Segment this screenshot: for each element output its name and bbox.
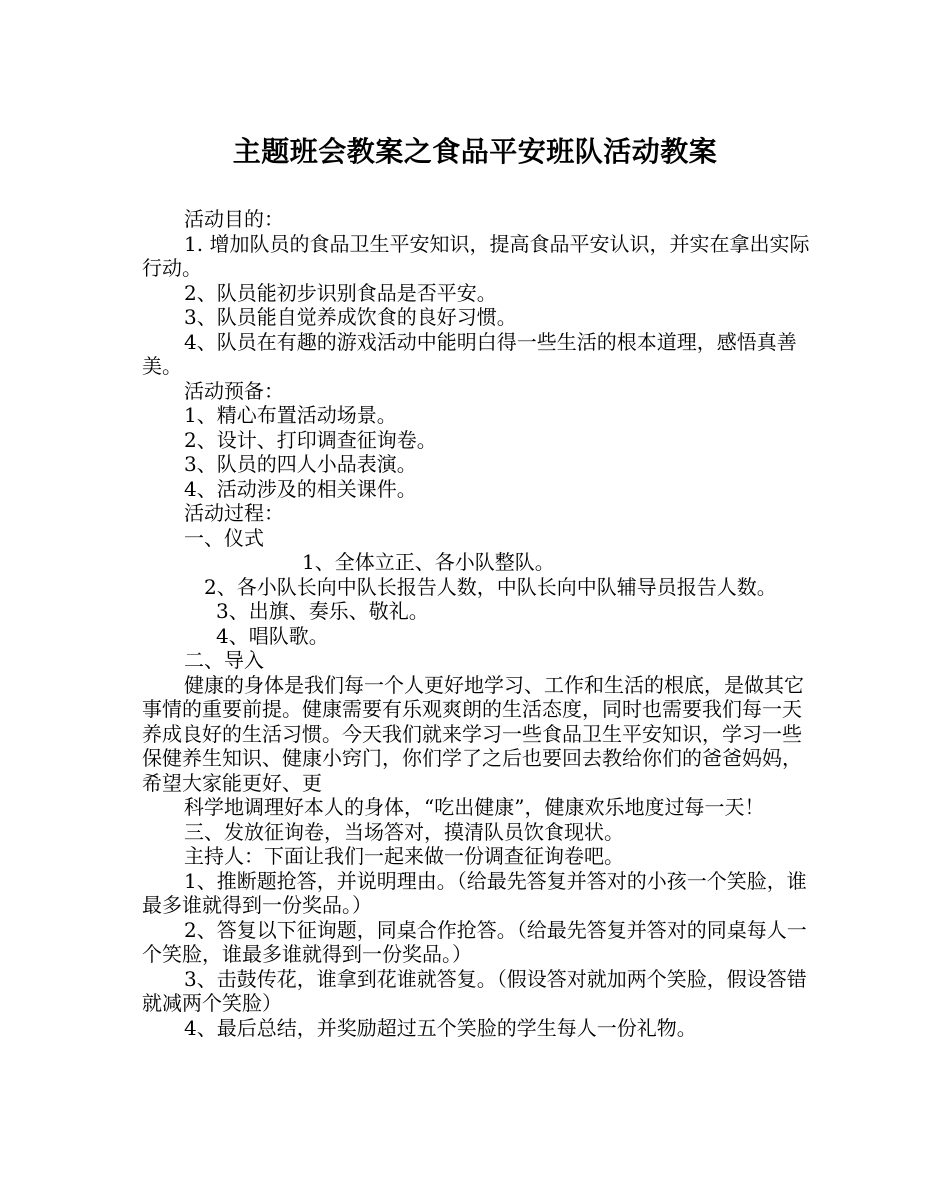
- goal-item-2: 2、队员能初步识别食品是否平安。: [184, 280, 497, 305]
- ceremony-item-3: 3、出旗、奏乐、敬礼。: [216, 599, 429, 623]
- questionnaire-item-3: 3、击鼓传花，谁拿到花谁就答复。（假设答对就加两个笑脸，假设答错就减两个笑脸）: [142, 966, 807, 1015]
- goal-item-3: 3、队员能自觉养成饮食的良好习惯。: [184, 305, 517, 329]
- ceremony-item-4: 4、唱队歌。: [216, 623, 329, 648]
- introduction-paragraph-cont: 科学地调理好本人的身体，“吃出健康”，健康欢乐地度过每一天！: [184, 795, 765, 819]
- heading-activity-goal: 活动目的：: [184, 207, 284, 231]
- heading-activity-preparation: 活动预备：: [184, 378, 284, 403]
- document-title: 主题班会教案之食品平安班队活动教案: [232, 135, 718, 168]
- introduction-paragraph: 健康的身体是我们每一个人更好地学习、工作和生活的根底，是做其它事情的重要前提。健康需要有乐观爽朗的生活态度，同时也需要我们每一天养成良好的生活习惯。今天我们就来学习一些食品卫生平安知识，学习一些保健养生知识、健康小窍门，你们学了之后也要回去教给你们的爸爸妈妈，希望大家能更好、更: [142, 672, 804, 795]
- questionnaire-item-1: 1、推断题抢答，并说明理由。（给最先答复并答对的小孩一个笑脸，谁最多谁就得到一份奖品。）: [142, 868, 807, 917]
- section-questionnaire: 三、发放征询卷，当场答对，摸清队员饮食现状。: [184, 819, 624, 844]
- prep-item-3: 3、队员的四人小品表演。: [184, 452, 417, 476]
- section-introduction: 二、导入: [184, 648, 264, 672]
- ceremony-item-2: 2、各小队长向中队长报告人数，中队长向中队辅导员报告人数。: [204, 574, 777, 599]
- prep-item-4: 4、活动涉及的相关课件。: [184, 476, 417, 501]
- goal-item-4: 4、队员在有趣的游戏活动中能明白得一些生活的根本道理，感悟真善美。: [142, 329, 797, 378]
- document-body: [142, 207, 812, 1040]
- goal-item-1: 1. 增加队员的食品卫生平安知识，提高食品平安认识，并实在拿出实际行动。: [142, 231, 810, 280]
- ceremony-item-1: 1、全体立正、各小队整队。: [302, 550, 555, 574]
- host-line: 主持人：下面让我们一起来做一份调查征询卷吧。: [184, 844, 624, 868]
- questionnaire-item-2: 2、答复以下征询题，同桌合作抢答。（给最先答复并答对的同桌每人一个笑脸，谁最多谁就得到一份奖品。）: [142, 917, 807, 966]
- section-ceremony: 一、仪式: [184, 525, 264, 550]
- questionnaire-item-4: 4、最后总结，并奖励超过五个笑脸的学生每人一份礼物。: [184, 1015, 697, 1040]
- prep-item-2: 2、设计、打印调查征询卷。: [184, 427, 437, 452]
- prep-item-1: 1、精心布置活动场景。: [184, 403, 397, 427]
- heading-activity-process: 活动过程：: [184, 501, 284, 525]
